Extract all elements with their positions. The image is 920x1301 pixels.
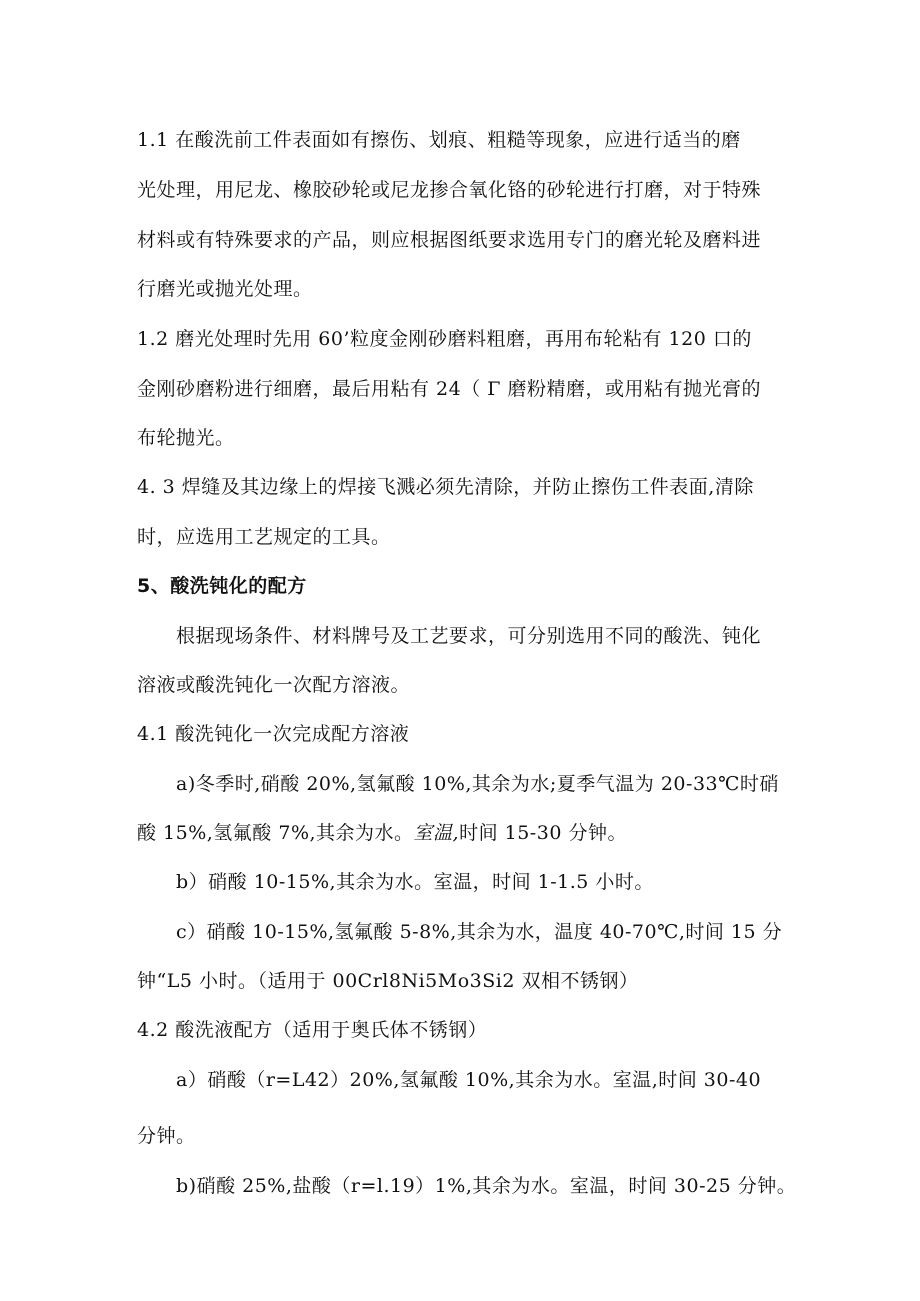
item-4-2-a-line-1: a）硝酸（r=L42）20%,氢氟酸 10%,其余为水。室温,时间 30-40 — [176, 1069, 762, 1091]
paragraph-1-1-line-3: 材料或有特殊要求的产品，则应根据图纸要求选用专门的磨光轮及磨料进 — [137, 229, 762, 251]
section-5-intro-line-2: 溶液或酸洗钝化一次配方溶液。 — [137, 674, 411, 696]
paragraph-1-2-line-3: 布轮抛光。 — [137, 427, 235, 449]
item-4-1-b: b）硝酸 10-15%,其余为水。室温，时间 1-1.5 小时。 — [176, 871, 654, 893]
section-5-intro-line-1: 根据现场条件、材料牌号及工艺要求，可分别选用不同的酸洗、钝化 — [176, 625, 762, 647]
item-4-1-a-line-2-end: 时间 15-30 分钟。 — [459, 822, 627, 844]
paragraph-1-1-line-1: 1.1 在酸洗前工件表面如有擦伤、划痕、粗糙等现象，应进行适当的磨 — [137, 129, 741, 151]
paragraph-4-3-line-2: 时，应选用工艺规定的工具。 — [137, 526, 391, 548]
paragraph-1-2-line-2: 金刚砂磨粉进行细磨，最后用粘有 24（ Γ 磨粉精磨，或用粘有抛光膏的 — [137, 378, 761, 400]
paragraph-1-1-line-2: 光处理，用尼龙、橡胶砂轮或尼龙掺合氧化铬的砂轮进行打磨，对于特殊 — [137, 179, 762, 201]
item-4-2-a-line-2: 分钟。 — [137, 1125, 196, 1147]
subsection-4-2-heading: 4.2 酸洗液配方（适用于奥氏体不锈钢） — [137, 1019, 488, 1041]
paragraph-1-1-line-4: 行磨光或抛光处理。 — [137, 278, 313, 300]
paragraph-1-2-line-1: 1.2 磨光处理时先用 60’粒度金刚砂磨料粗磨，再用布轮粘有 120 口的 — [137, 328, 752, 350]
subsection-4-1-heading: 4.1 酸洗钝化一次完成配方溶液 — [137, 723, 410, 745]
item-4-1-a-line-1: a)冬季时,硝酸 20%,氢氟酸 10%,其余为水;夏季气温为 20-33℃时硝 — [176, 773, 779, 795]
paragraph-4-3-line-1: 4. 3 焊缝及其边缘上的焊接飞溅必须先清除，并防止擦伤工件表面,清除 — [137, 476, 754, 498]
item-4-1-a-line-2 — [137, 821, 627, 845]
section-5-heading: 5、酸洗钝化的配方 — [137, 575, 307, 597]
item-4-1-c-line-1: c）硝酸 10-15%,氢氟酸 5-8%,其余为水，温度 40-70℃,时间 15 分 — [176, 921, 783, 943]
item-4-1-a-room-temp: 室温, — [413, 822, 460, 844]
item-4-1-a-line-2-start: 酸 15%,氢氟酸 7%,其余为水。 — [137, 822, 414, 844]
item-4-1-c-line-2: 钟“L5 小时。（适用于 00Crl8Ni5Mo3Si2 双相不锈钢） — [137, 970, 639, 992]
item-4-2-b: b)硝酸 25%,盐酸（r=l.19）1%,其余为水。室温，时间 30-25 分钟。 — [176, 1175, 797, 1197]
